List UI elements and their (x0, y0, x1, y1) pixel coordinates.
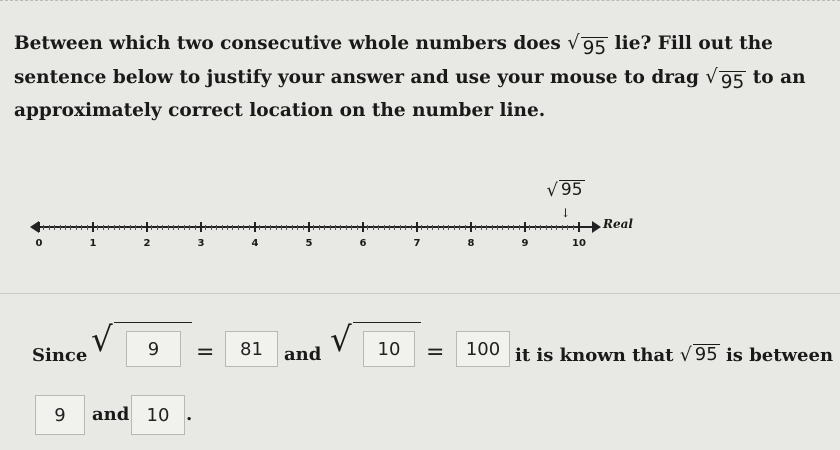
period: . (186, 404, 193, 425)
minor-tick (103, 225, 104, 230)
minor-tick (351, 225, 352, 230)
section-divider (0, 293, 840, 294)
answer-box-5[interactable]: 9 (35, 395, 85, 435)
minor-tick (540, 225, 541, 230)
minor-tick (502, 225, 503, 230)
minor-tick (81, 225, 82, 230)
minor-tick (546, 225, 547, 230)
question-part-3: to an approximately correct location on the number line. (14, 67, 806, 121)
minor-tick (124, 225, 125, 230)
radical-sign-icon: √ (91, 320, 113, 360)
equals-sign: = (426, 340, 445, 365)
radicand: 95 (582, 37, 607, 59)
minor-tick (508, 225, 509, 230)
tick-label: 3 (197, 238, 205, 249)
minor-tick (259, 225, 260, 230)
tick-mark (416, 222, 418, 232)
minor-tick (130, 225, 131, 230)
axis-label: Real (603, 217, 633, 231)
minor-tick (238, 225, 239, 230)
minor-tick (54, 225, 55, 230)
marker-down-arrow-icon[interactable]: ↓ (560, 206, 571, 220)
minor-tick (567, 225, 568, 230)
minor-tick (243, 225, 244, 230)
minor-tick (108, 225, 109, 230)
sqrt-95-expression: √ 95 (705, 65, 745, 93)
minor-tick (346, 225, 347, 230)
minor-tick (119, 225, 120, 230)
minor-tick (151, 225, 152, 230)
minor-tick (232, 225, 233, 230)
minor-tick (459, 225, 460, 230)
minor-tick (297, 225, 298, 230)
tick-label: 5 (305, 238, 313, 249)
top-divider (0, 0, 840, 1)
tick-mark (254, 222, 256, 232)
tick-label: 4 (251, 238, 259, 249)
minor-tick (551, 225, 552, 230)
radical-bar (353, 322, 421, 323)
minor-tick (65, 225, 66, 230)
it-is-known-label: it is known that (515, 345, 674, 366)
tick-mark (308, 222, 310, 232)
question-text (14, 26, 829, 127)
tick-label: 2 (143, 238, 151, 249)
minor-tick (367, 225, 368, 230)
tick-mark (146, 222, 148, 232)
minor-tick (535, 225, 536, 230)
tick-label: 6 (359, 238, 367, 249)
tick-label: 9 (521, 238, 529, 249)
minor-tick (281, 225, 282, 230)
tick-label: 10 (572, 238, 586, 249)
sqrt-95-expression: √ 95 (567, 31, 607, 59)
minor-tick (481, 225, 482, 230)
minor-tick (562, 225, 563, 230)
minor-tick (303, 225, 304, 230)
minor-tick (114, 225, 115, 230)
minor-tick (157, 225, 158, 230)
minor-tick (195, 225, 196, 230)
sqrt-95-expression: √ 95 (679, 344, 718, 366)
tick-label: 0 (35, 238, 43, 249)
minor-tick (189, 225, 190, 230)
tick-mark (92, 222, 94, 232)
radicand: 95 (694, 344, 718, 366)
minor-tick (389, 225, 390, 230)
tick-mark (38, 222, 40, 232)
tick-mark (578, 222, 580, 232)
minor-tick (70, 225, 71, 230)
minor-tick (357, 225, 358, 230)
minor-tick (286, 225, 287, 230)
minor-tick (249, 225, 250, 230)
minor-tick (87, 225, 88, 230)
minor-tick (454, 225, 455, 230)
minor-tick (486, 225, 487, 230)
minor-tick (205, 225, 206, 230)
minor-tick (438, 225, 439, 230)
tick-mark (362, 222, 364, 232)
draggable-sqrt-95-marker[interactable]: √ 95 (546, 180, 583, 201)
minor-tick (313, 225, 314, 230)
minor-tick (443, 225, 444, 230)
minor-tick (211, 225, 212, 230)
radical-sign-icon: √ (330, 320, 352, 360)
minor-tick (421, 225, 422, 230)
tick-label: 8 (467, 238, 475, 249)
minor-tick (43, 225, 44, 230)
minor-tick (76, 225, 77, 230)
tick-mark (200, 222, 202, 232)
axis-right-arrow-icon (592, 221, 601, 233)
minor-tick (173, 225, 174, 230)
minor-tick (135, 225, 136, 230)
minor-tick (405, 225, 406, 230)
minor-tick (49, 225, 50, 230)
equals-sign: = (196, 340, 215, 365)
answer-box-2[interactable]: 81 (225, 331, 278, 367)
tick-mark (470, 222, 472, 232)
minor-tick (97, 225, 98, 230)
minor-tick (292, 225, 293, 230)
minor-tick (340, 225, 341, 230)
minor-tick (400, 225, 401, 230)
minor-tick (556, 225, 557, 230)
tick-label: 7 (413, 238, 421, 249)
minor-tick (319, 225, 320, 230)
minor-tick (465, 225, 466, 230)
minor-tick (270, 225, 271, 230)
answer-box-6[interactable]: 10 (131, 395, 185, 435)
minor-tick (378, 225, 379, 230)
question-part-1: Between which two consecutive whole numbers does (14, 33, 561, 54)
minor-tick (529, 225, 530, 230)
minor-tick (178, 225, 179, 230)
minor-tick (162, 225, 163, 230)
number-line (30, 176, 640, 276)
minor-tick (335, 225, 336, 230)
minor-tick (448, 225, 449, 230)
minor-tick (573, 225, 574, 230)
minor-tick (475, 225, 476, 230)
minor-tick (513, 225, 514, 230)
tick-mark (524, 222, 526, 232)
minor-tick (519, 225, 520, 230)
minor-tick (427, 225, 428, 230)
since-label: Since (32, 345, 88, 366)
minor-tick (492, 225, 493, 230)
minor-tick (276, 225, 277, 230)
answer-box-4[interactable]: 100 (456, 331, 510, 367)
minor-tick (330, 225, 331, 230)
minor-tick (222, 225, 223, 230)
minor-tick (141, 225, 142, 230)
marker-radicand: 95 (560, 180, 583, 201)
is-between-label: is between (725, 345, 834, 366)
minor-tick (216, 225, 217, 230)
conclusion-text (515, 344, 833, 366)
minor-tick (384, 225, 385, 230)
minor-tick (324, 225, 325, 230)
minor-tick (184, 225, 185, 230)
tick-label: 1 (89, 238, 97, 249)
minor-tick (265, 225, 266, 230)
and-label: and (92, 404, 130, 425)
minor-tick (373, 225, 374, 230)
minor-tick (497, 225, 498, 230)
minor-tick (227, 225, 228, 230)
and-label: and (284, 344, 322, 365)
answer-box-1[interactable]: 9 (126, 331, 181, 367)
radicand: 95 (720, 71, 745, 93)
minor-tick (168, 225, 169, 230)
minor-tick (432, 225, 433, 230)
minor-tick (394, 225, 395, 230)
minor-tick (60, 225, 61, 230)
answer-box-3[interactable]: 10 (363, 331, 415, 367)
radical-bar (114, 322, 192, 323)
minor-tick (411, 225, 412, 230)
question-part-2: lie? Fill out the sentence below to justify your answer and use your mouse to drag (14, 33, 773, 88)
